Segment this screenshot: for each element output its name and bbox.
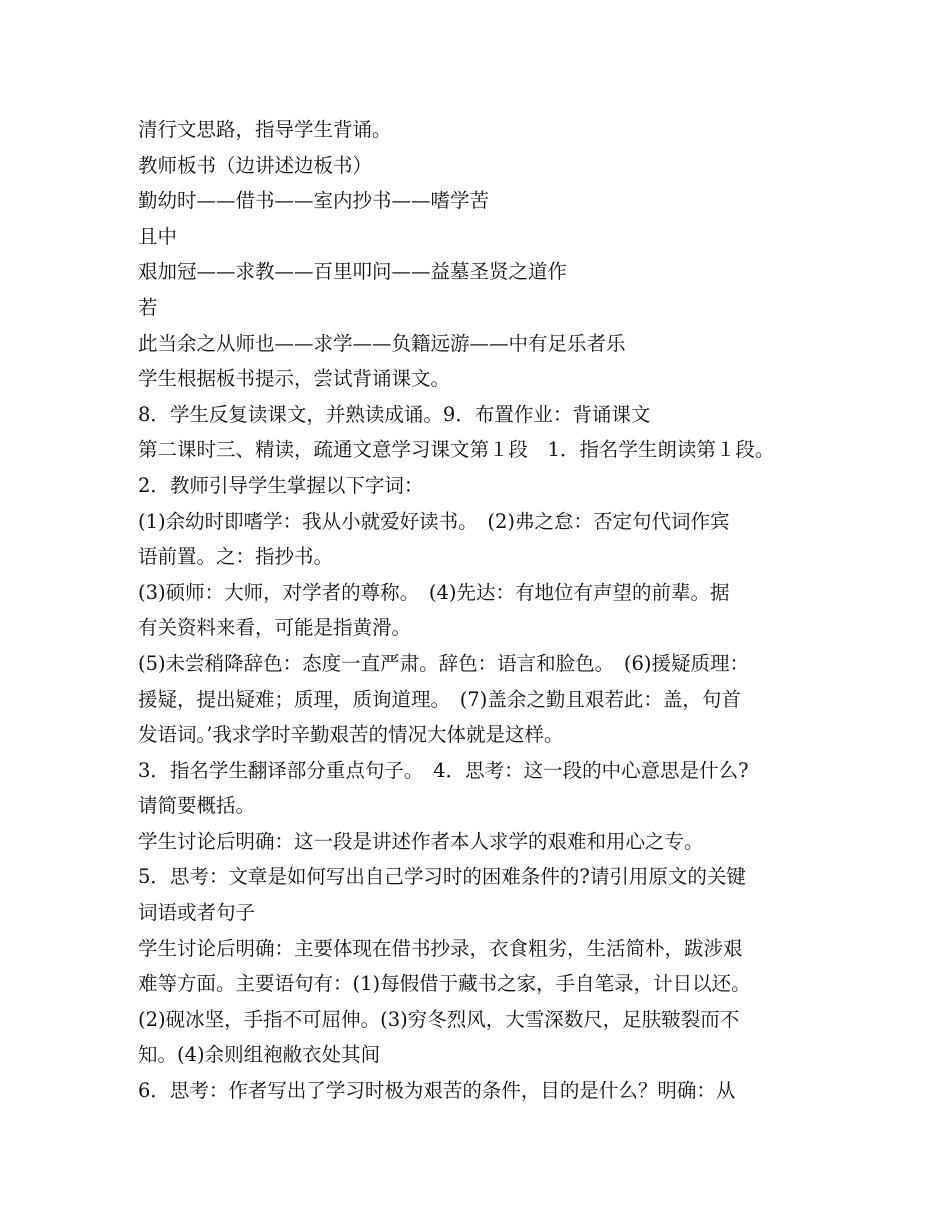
text-line: 此当余之从师也——求学——负籍远游——中有足乐者乐 [138, 331, 626, 355]
text-line: 勤幼时——借书——室内抄书——嗜学苦 [138, 189, 490, 213]
text-line: 难等方面。主要语句有：(1)每假借于藏书之家，手自笔录，计日以还。 [138, 972, 751, 996]
text-line: 艰加冠——求教——百里叩问——益墓圣贤之道作 [138, 260, 568, 284]
text-line: 教师板书（边讲述边板书） [138, 153, 373, 177]
text-line: 5．思考：文章是如何写出自己学习时的困难条件的?请引用原文的关键 [138, 865, 746, 889]
text-line: 学生讨论后明确：主要体现在借书抄录，衣食粗劣，生活简朴，跋涉艰 [138, 936, 743, 960]
text-line: 清行文思路，指导学生背诵。 [138, 118, 392, 141]
text-line: (2)砚冰坚，手指不可屈伸。(3)穷冬烈风，大雪深数尺，足肤皲裂而不 [138, 1007, 740, 1031]
text-line: 第二课时三、精读，疏通文意学习课文第１段 1．指名学生朗读第１段。 [138, 438, 775, 462]
text-line: 知。(4)余则组袍敝衣处其间 [138, 1043, 381, 1067]
text-line: 8．学生反复读课文，并熟读成诵。9．布置作业：背诵课文 [138, 402, 651, 426]
text-line: 6．思考：作者写出了学习时极为艰苦的条件，目的是什么？明确：从 [138, 1079, 736, 1103]
text-line: (5)未尝稍降辞色：态度一直严肃。辞色：语言和脸色。 (6)援疑质理： [138, 651, 749, 675]
text-line: 学生根据板书提示，尝试背诵课文。 [138, 367, 451, 391]
text-line: 2．教师引导学生掌握以下字词： [138, 473, 424, 497]
text-line: 若 [138, 295, 158, 319]
text-line: 学生讨论后明确：这一段是讲述作者本人求学的艰难和用心之专。 [138, 829, 704, 853]
text-line: (1)余幼时即嗜学：我从小就爱好读书。 (2)弗之怠：否定句代词作宾 [138, 509, 730, 533]
text-line: 发语词。’我求学时辛勤艰苦的情况大体就是这样。 [138, 723, 564, 747]
text-line: (3)硕师：大师，对学者的尊称。 (4)先达：有地位有声望的前辈。据 [138, 580, 730, 604]
text-line: 语前置。之：指抄书。 [138, 545, 334, 569]
text-line: 词语或者句子 [138, 901, 256, 925]
text-line: 3．指名学生翻译部分重点句子。 4．思考：这一段的中心意思是什么? [138, 758, 749, 782]
text-line: 请简要概括。 [138, 794, 256, 818]
body-text [138, 112, 838, 1109]
text-line: 援疑，提出疑难；质理，质询道理。 (7)盖余之勤且艰若此：盖，句首 [138, 687, 741, 711]
text-line: 有关资料来看，可能是指黄滑。 [138, 616, 412, 640]
text-line: 且中 [138, 224, 178, 248]
